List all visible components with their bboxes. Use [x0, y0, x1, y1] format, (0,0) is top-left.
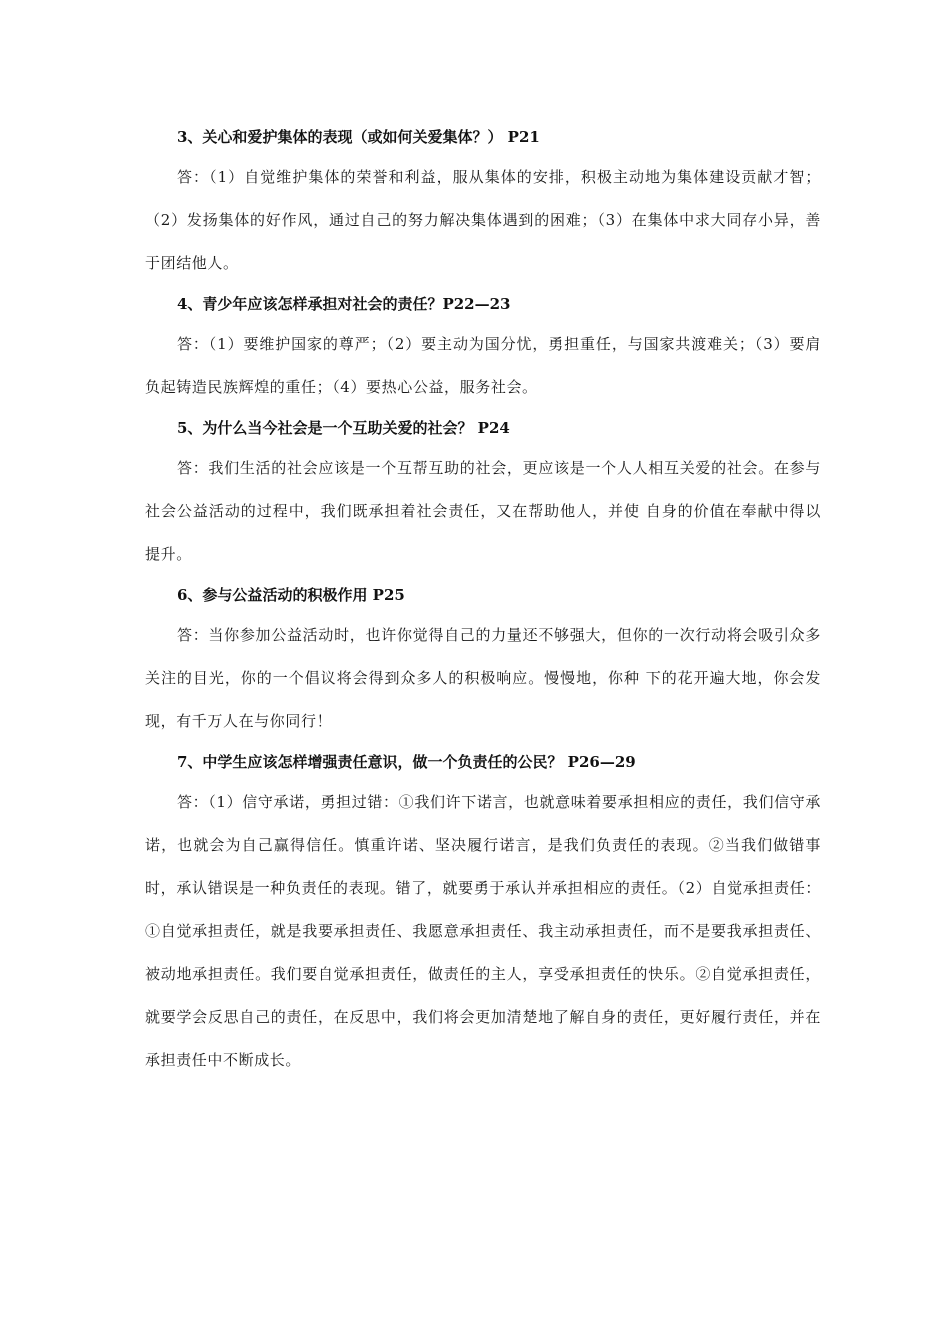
section-6 — [145, 576, 821, 743]
question-heading: 7、中学生应该怎样增强责任意识，做一个负责任的公民？ P26—29 — [177, 753, 636, 771]
answer-paragraph: 答：（1）信守承诺，勇担过错：①我们许下诺言，也就意味着要承担相应的责任，我们信守承诺，也就会为自己赢得信任。慎重许诺、坚决履行诺言，是我们负责任的表现。②当我们做错事时，承认错误是一种负责任的表现。错了，就要勇于承认并承担相应的责任。（2）自觉承担责任：①自觉承担责任，就是我要承担责任、我愿意承担责任、我主动承担责任，而不是要我承担责任、被动地承担责任。我们要自觉承担责任，做责任的主人，享受承担责任的快乐。②自觉承担责任，就要学会反思自己的责任，在反思中，我们将会更加清楚地了解自身的责任，更好履行责任，并在承担责任中不断成长。 — [145, 793, 821, 1069]
answer-paragraph: 答：当你参加公益活动时，也许你觉得自己的力量还不够强大，但你的一次行动将会吸引众多关注的目光，你的一个倡议将会得到众多人的积极响应。慢慢地，你种 下的花开遍大地，你会发现，有千万人在与你同行！ — [145, 626, 821, 730]
section-3 — [145, 118, 821, 285]
answer-paragraph: 答：（1）自觉维护集体的荣誉和利益，服从集体的安排，积极主动地为集体建设贡献才智；（2）发扬集体的好作风，通过自己的努力解决集体遇到的困难；（3）在集体中求大同存小异，善于团结他人。 — [145, 168, 821, 272]
section-4 — [145, 285, 821, 409]
answer-paragraph: 答：（1）要维护国家的尊严；（2）要主动为国分忧，勇担重任，与国家共渡难关；（3）要肩负起铸造民族辉煌的重任；（4）要热心公益，服务社会。 — [145, 335, 821, 396]
document-body — [145, 118, 821, 1082]
question-heading: 4、青少年应该怎样承担对社会的责任？P22—23 — [177, 295, 511, 313]
answer-paragraph: 答：我们生活的社会应该是一个互帮互助的社会，更应该是一个人人相互关爱的社会。在参与社会公益活动的过程中，我们既承担着社会责任，又在帮助他人，并使 自身的价值在奉献中得以提升。 — [145, 459, 821, 563]
section-5 — [145, 409, 821, 576]
question-heading: 5、为什么当今社会是一个互助关爱的社会？ P24 — [177, 419, 510, 437]
question-heading: 3、关心和爱护集体的表现（或如何关爱集体？） P21 — [177, 128, 540, 146]
question-heading: 6、参与公益活动的积极作用 P25 — [177, 586, 405, 604]
section-7 — [145, 743, 821, 1082]
